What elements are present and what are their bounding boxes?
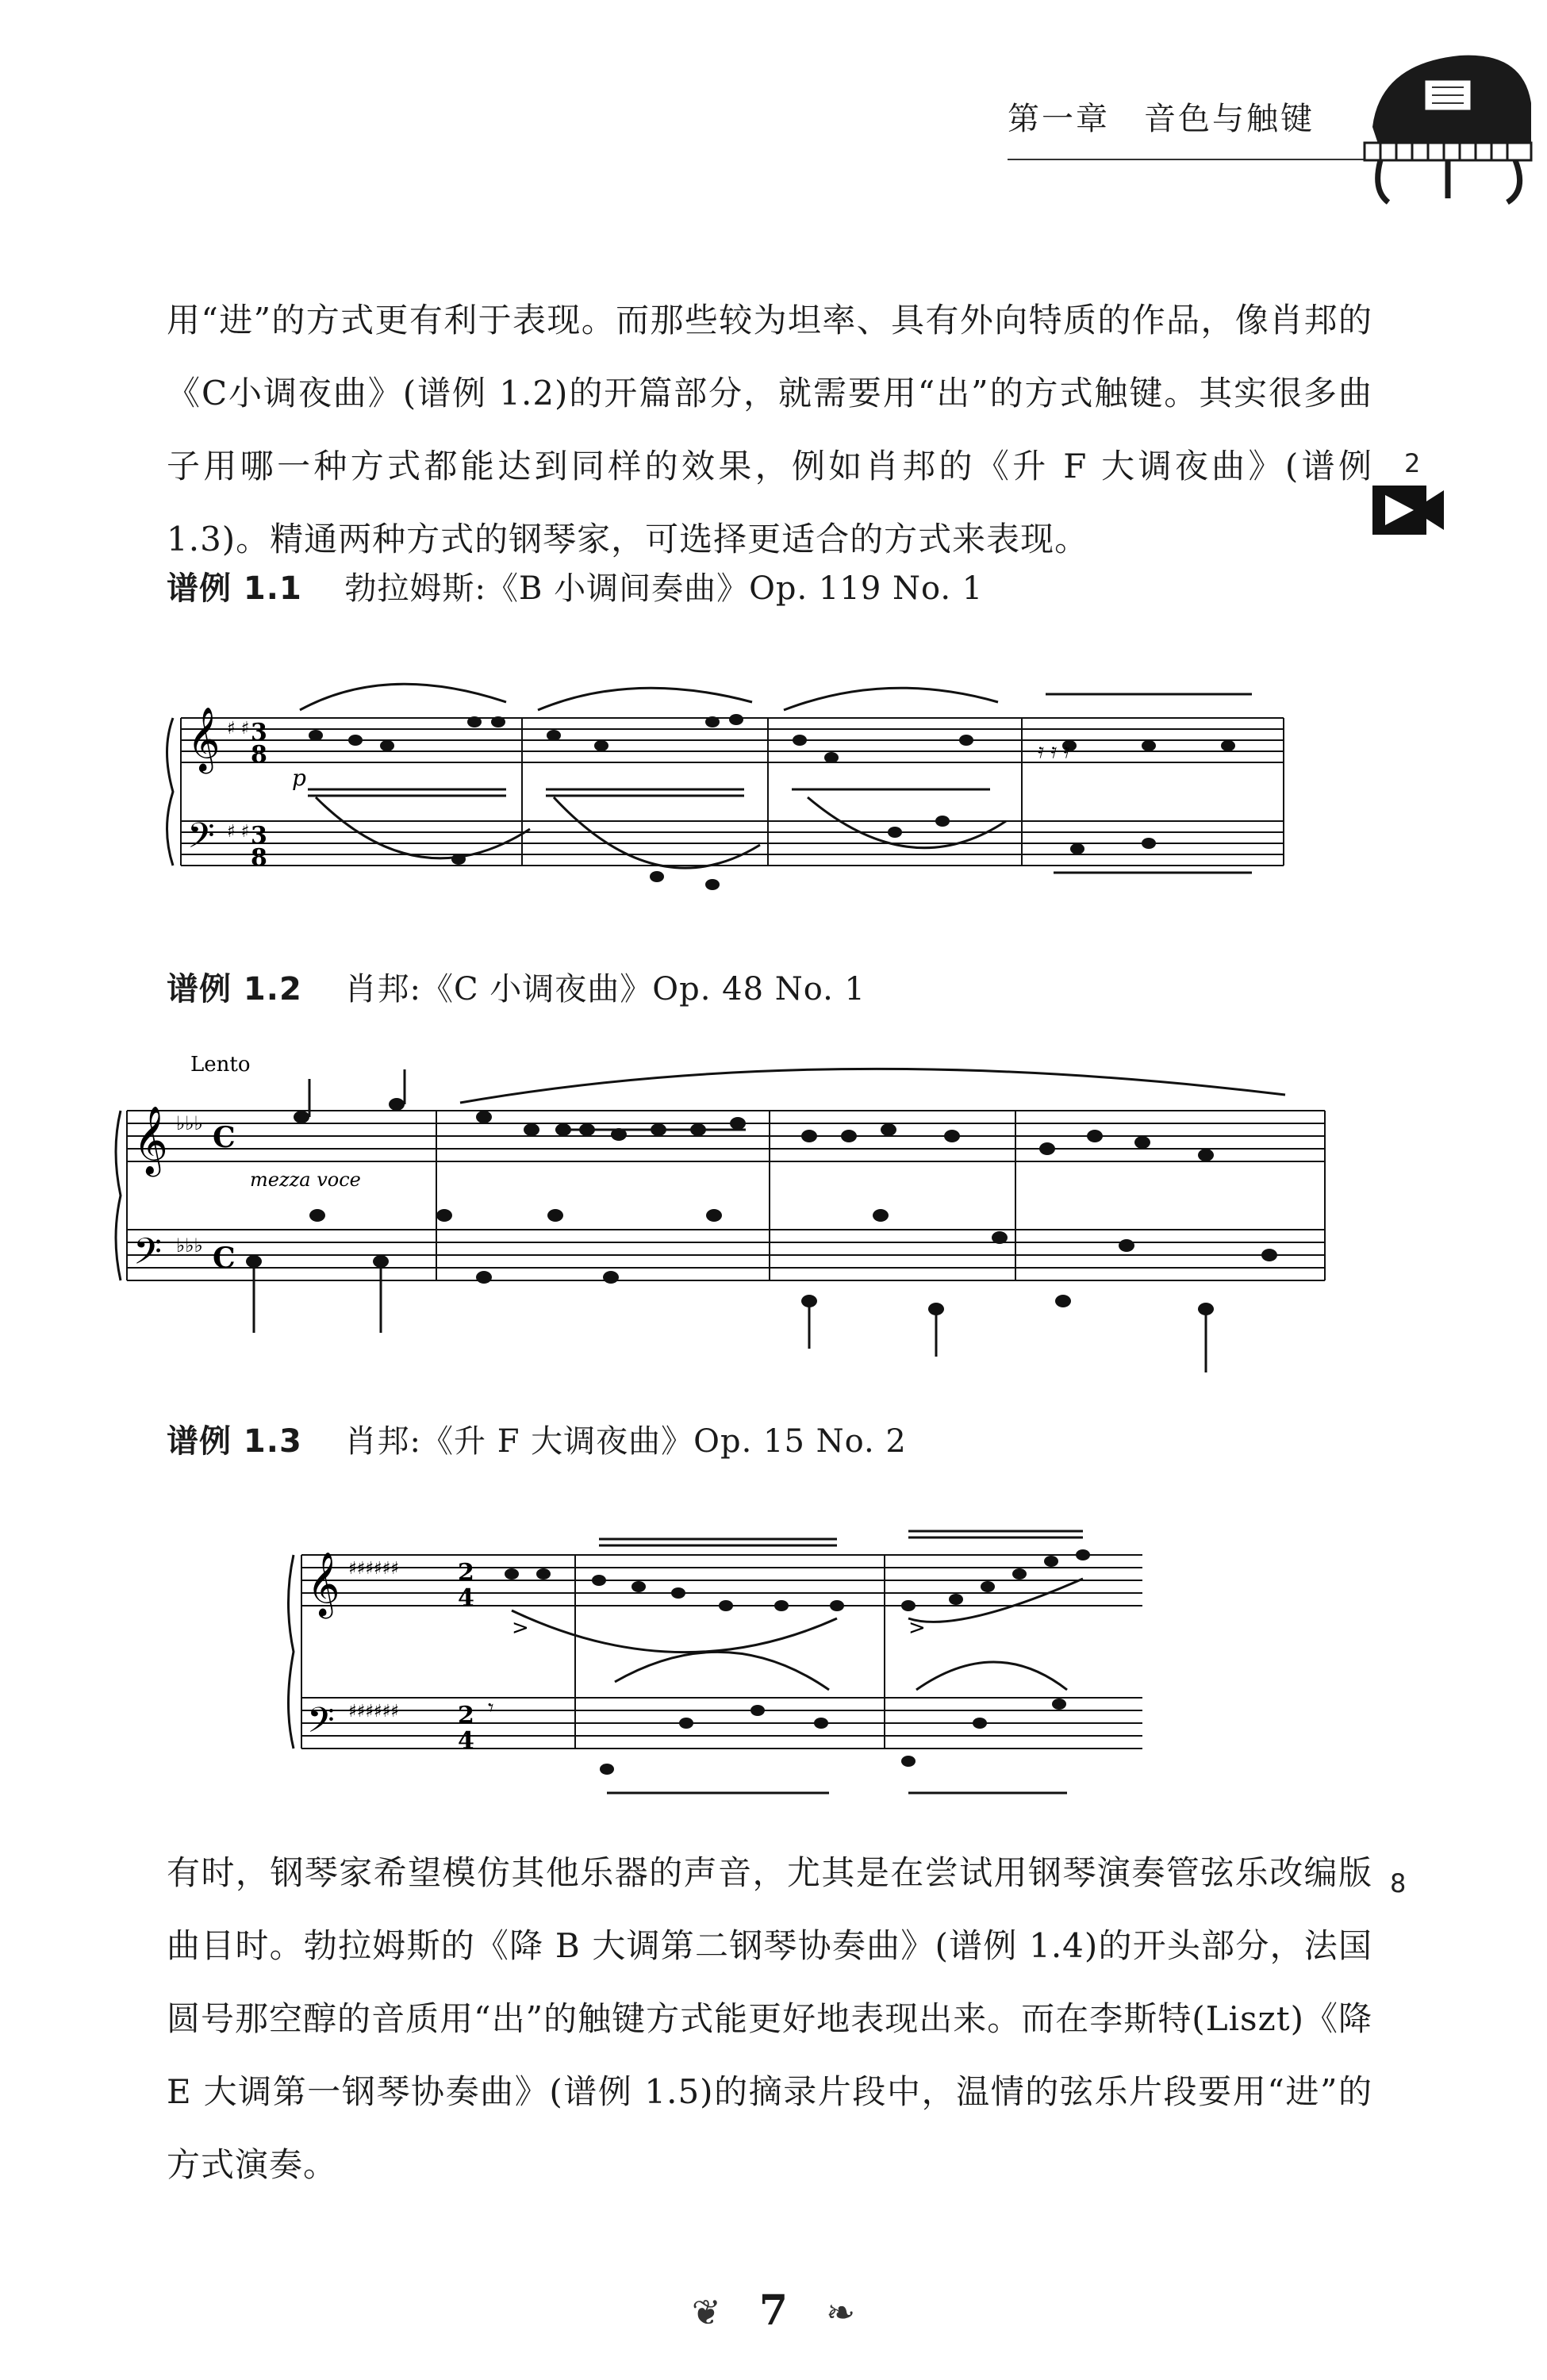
- svg-text:>: >: [512, 1616, 529, 1640]
- svg-text:♯ ♯: ♯ ♯: [227, 719, 250, 739]
- piano-logo-icon: [1349, 32, 1539, 214]
- page-footer: [0, 2286, 1547, 2335]
- video-play-icon[interactable]: [1372, 486, 1444, 535]
- svg-text:p: p: [292, 765, 306, 791]
- example-label: 谱例 1.1: [167, 570, 302, 607]
- svg-text:C: C: [213, 1121, 236, 1154]
- svg-text:♯♯♯♯♯♯: ♯♯♯♯♯♯: [348, 1559, 399, 1579]
- svg-text:Lento: Lento: [190, 1053, 251, 1077]
- svg-text:>: >: [908, 1616, 926, 1640]
- svg-text:♭♭♭: ♭♭♭: [176, 1112, 203, 1134]
- svg-text:C: C: [213, 1242, 236, 1275]
- example-1-2-caption: [167, 964, 866, 1009]
- score-example-1-1: [157, 647, 1292, 900]
- example-label: 谱例 1.2: [167, 971, 302, 1008]
- svg-text:♭♭♭: ♭♭♭: [176, 1234, 203, 1257]
- svg-text:𝄞: 𝄞: [307, 1551, 340, 1616]
- example-label: 谱例 1.3: [167, 1423, 302, 1460]
- svg-text:4: 4: [458, 1584, 474, 1612]
- svg-text:2: 2: [458, 1559, 474, 1587]
- example-title: 肖邦:《升 F 大调夜曲》Op. 15 No. 2: [344, 1423, 907, 1460]
- page-number: 7: [758, 2286, 789, 2335]
- example-1-1-caption: [167, 563, 983, 608]
- svg-text:𝄞: 𝄞: [133, 1106, 168, 1174]
- score-example-1-3: [282, 1507, 1146, 1825]
- left-ornament-icon: ❦: [691, 2293, 721, 2333]
- svg-text:2: 2: [458, 1702, 474, 1729]
- score-example-1-2: [111, 1047, 1333, 1380]
- svg-text:8: 8: [251, 741, 267, 769]
- svg-text:♯ ♯: ♯ ♯: [227, 822, 250, 842]
- svg-text:mezza voce: mezza voce: [250, 1169, 361, 1191]
- svg-text:𝄢: 𝄢: [307, 1699, 335, 1749]
- svg-text:8: 8: [251, 844, 267, 872]
- svg-text:𝄾: 𝄾: [488, 1695, 494, 1721]
- paragraph-1: 用“进”的方式更有利于表现。而那些较为坦率、具有外向特质的作品，像肖邦的《C小调夜曲》(谱例 1.2)的开篇部分，就需要用“出”的方式触键。其实很多曲子用哪一种方式都能达到同样的效果，例如肖邦的《升 F 大调夜曲》(谱例 1.3)。精通两种方式的钢琴家，可选择更适合的方式来表现。: [167, 301, 1372, 559]
- paragraph-2: 有时，钢琴家希望模仿其他乐器的声音，尤其是在尝试用钢琴演奏管弦乐改编版曲目时。勃拉姆斯的《降 B 大调第二钢琴协奏曲》(谱例 1.4)的开头部分，法国圆号那空醇的音质用“出”的触键方式能更好地表现出来。而在李斯特(Liszt)《降 E 大调第一钢琴协奏曲》(谱例 1.5)的摘录片段中，温情的弦乐片段要用“进”的方式演奏。: [167, 1853, 1372, 2184]
- video-count: 2: [1404, 448, 1421, 478]
- svg-text:𝄞: 𝄞: [187, 706, 221, 771]
- chapter-title: 第一章 音色与触键: [1008, 101, 1315, 137]
- audio-count: 8: [1390, 1868, 1407, 1898]
- svg-text:3: 3: [251, 719, 267, 747]
- example-1-3-caption: [167, 1416, 907, 1461]
- svg-text:3: 3: [251, 822, 267, 850]
- svg-text:𝄢: 𝄢: [133, 1230, 163, 1282]
- svg-text:4: 4: [458, 1727, 474, 1755]
- example-title: 勃拉姆斯:《B 小调间奏曲》Op. 119 No. 1: [344, 570, 984, 607]
- example-title: 肖邦:《C 小调夜曲》Op. 48 No. 1: [344, 971, 866, 1008]
- svg-text:𝄿 𝄿 𝄿: 𝄿 𝄿 𝄿: [1038, 739, 1070, 763]
- svg-text:♯♯♯♯♯♯: ♯♯♯♯♯♯: [348, 1702, 399, 1722]
- right-ornament-icon: ❧: [826, 2293, 856, 2333]
- svg-text:𝄢: 𝄢: [187, 815, 215, 865]
